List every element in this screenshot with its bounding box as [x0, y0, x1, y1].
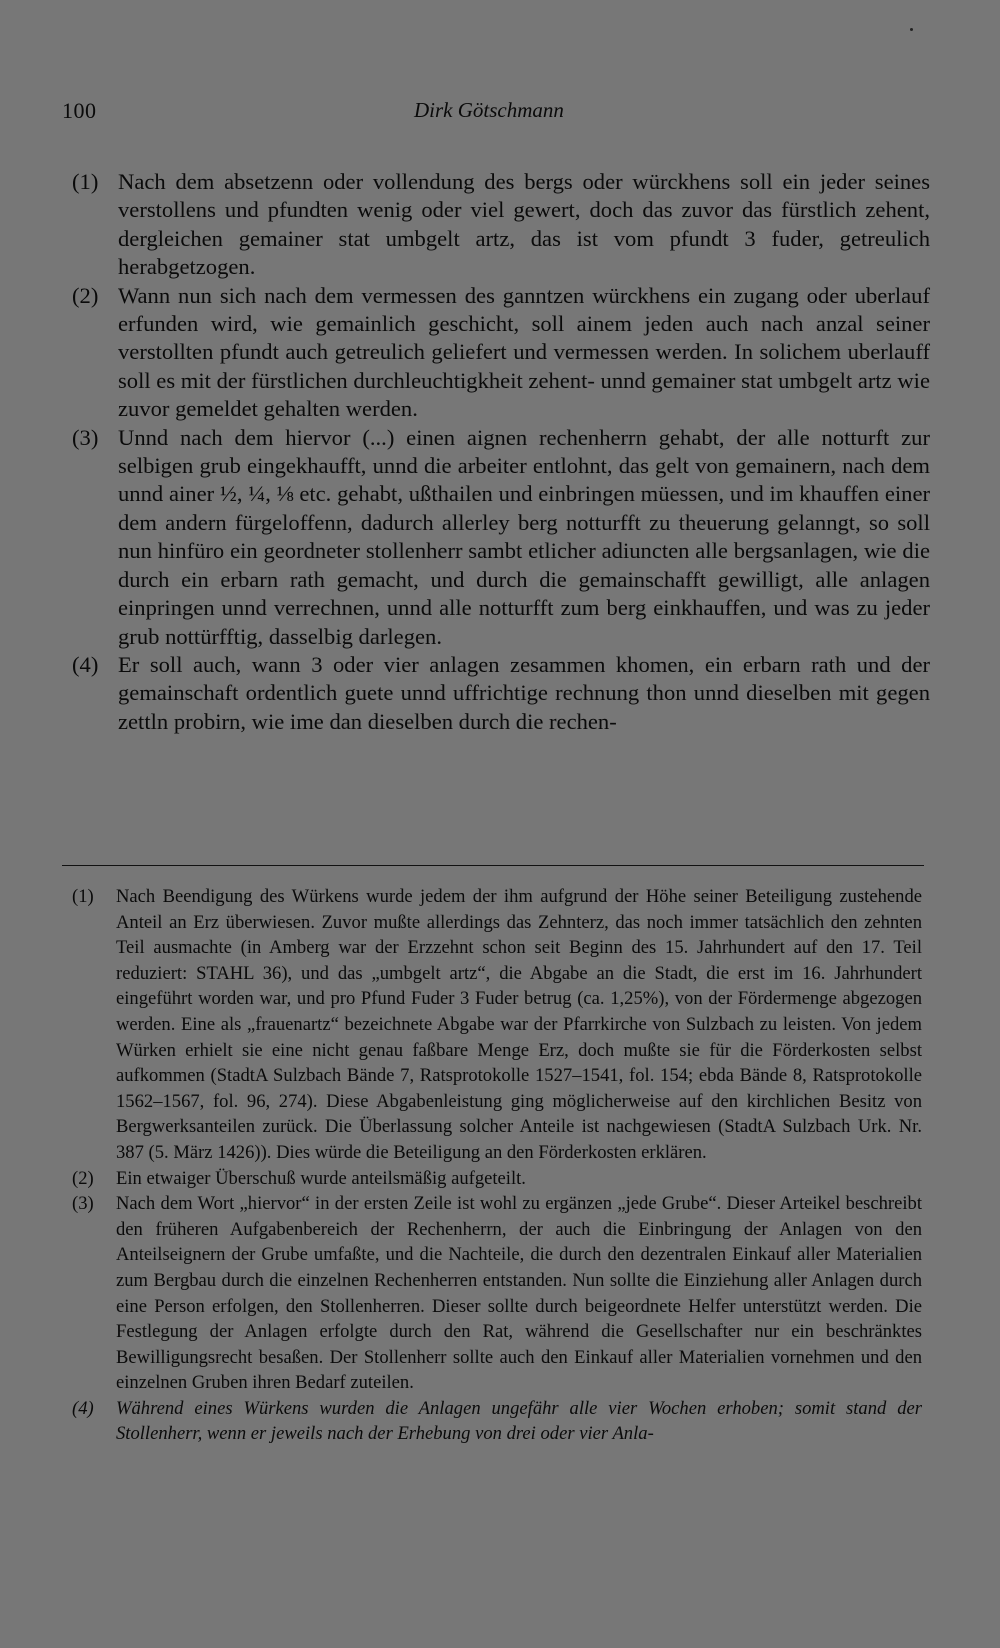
paragraph-number: (2) — [72, 282, 99, 308]
page-number: 100 — [62, 98, 97, 123]
running-head-author: Dirk Götschmann — [414, 98, 564, 122]
paragraph-number: (3) — [72, 424, 99, 450]
page-header — [62, 98, 922, 134]
main-paragraph-4 — [72, 651, 930, 736]
paragraph-text: Er soll auch, wann 3 oder vier anlagen zesammen khomen, ein erbarn rath und der gemainschaft ordentlich guete unnd uffrichtige rechnung thon unnd dieselben mit gegen zettln probirn, wie ime dan dieselben durch die rechen- — [118, 651, 930, 734]
main-paragraph-2 — [72, 282, 930, 424]
paragraph-number: (4) — [72, 651, 99, 677]
scan-speck — [910, 28, 913, 31]
footnote-number: (2) — [72, 1167, 94, 1189]
paragraph-text: Wann nun sich nach dem vermessen des ganntzen würckhens ein zugang oder uberlauf erfunden wird, wie gemainlich geschicht, soll ainem jeden auch nach anzal seiner verstollten pfundt auch getreulich geliefert und vermessen werden. In solichem uberlauff soll es mit der fürstlichen durchleuchtigkheit zehent- unnd gemainer stat umbgelt artz wie zuvor gemeldet gehalten werden. — [118, 282, 930, 422]
footnote-4 — [72, 1396, 922, 1447]
paragraph-text: Nach dem absetzenn oder vollendung des bergs oder würckhens soll ein jeder seines verstollens und pfundten wenig oder viel gewert, doch das zuvor das fürstlich zehent, dergleichen gemainer stat umbgelt artz, das ist vom pfundt 3 fuder, getreulich herabgetzogen. — [118, 169, 930, 280]
footnote-separator — [62, 865, 924, 866]
footnote-text: Ein etwaiger Überschuß wurde anteilsmäßig aufgeteilt. — [116, 1167, 526, 1189]
footnotes — [72, 884, 922, 1447]
footnote-1 — [72, 884, 922, 1166]
main-paragraph-1 — [72, 168, 930, 282]
footnote-3 — [72, 1191, 922, 1396]
footnote-number: (4) — [72, 1397, 94, 1419]
footnote-number: (1) — [72, 886, 94, 907]
footnote-2 — [72, 1166, 922, 1192]
main-paragraph-3 — [72, 424, 930, 651]
footnote-number: (3) — [72, 1193, 94, 1215]
paragraph-number: (1) — [72, 169, 99, 194]
paragraph-text: Unnd nach dem hiervor (...) einen aignen rechenherrn gehabt, der alle notturft zur selbigen grub eingekhaufft, unnd die arbeiter entlohnt, das gelt von gemainern, nach dem unnd ainer ½, ¼, ⅛ etc. gehabt, ußthailen und einbringen müessen, und im khauffen einer dem andern fürgeloffenn, dadurch allerley berg notturfft zu theuerung gelanngt, so soll nun hinfüro ein geordneter stollenherr sambt etlicher adiuncten alle bergsanlagen, wie die durch ein erbarn rath gemacht, und durch die gemainschafft gewilligt, alle anlagen einpringen unnd verrechnen, unnd alle notturfft zum berg einkhauffen, und was zu jeder grub nottürfftig, dasselbig darlegen. — [118, 424, 930, 649]
footnote-text: Während eines Würkens wurden die Anlagen ungefähr alle vier Wochen erhoben; somit stand der Stollenherr, wenn er jeweils nach der Erhebung von drei oder vier Anla- — [116, 1397, 922, 1445]
footnote-text: Nach Beendigung des Würkens wurde jedem der ihm aufgrund der Höhe seiner Beteiligung zustehende Anteil an Erz überwiesen. Zuvor mußte allerdings das Zehnterz, das noch immer tatsächlich den zehnten Teil ausmachte (in Amberg war der Erzzehnt schon seit Beginn des 15. Jahrhundert auf den 17. Teil reduziert: STAHL 36), und das „umbgelt artz“, die Abgabe an die Stadt, die erst im 16. Jahrhundert eingeführt worden war, und pro Pfund Fuder 3 Fuder betrug (ca. 1,25%), von der Fördermenge abgezogen werden. Eine als „frauenartz“ bezeichnete Abgabe war der Pfarrkirche von Sulzbach zu leisten. Von jedem Würken erhielt sie eine nicht genau faßbare Menge Erz, doch mußte sie für die Förderkosten selbst aufkommen (StadtA Sulzbach Bände 7, Ratsprotokolle 1527–1541, fol. 154; ebda Bände 8, Ratsprotokolle 1562–1567, fol. 96, 274). Diese Abgabenleistung ging möglicherweise auf den kirchlichen Besitz von Bergwerksanteilen zurück. Die Überlassung solcher Anteile ist nachgewiesen (StadtA Sulzbach Urk. Nr. 387 (5. März 1426)). Dies würde die Beteiligung an den Förderkosten erklären. — [116, 886, 922, 1163]
footnote-text: Nach dem Wort „hiervor“ in der ersten Zeile ist wohl zu ergänzen „jede Grube“. Dieser Arteikel beschreibt den früheren Aufgabenbereich der Rechenherrn, der auch die Einbringung der Anlagen von den Anteilseignern der Grube umfaßte, und die Nachteile, die durch den dezentralen Einkauf aller Materialien zum Bergbau durch die einzelnen Rechenherren entstanden. Nun sollte die Einziehung aller Anlagen durch eine Person erfolgen, den Stollenherren. Dieser sollte durch beigeordnete Helfer unterstützt werden. Die Festlegung der Anlagen erfolgte durch den Rat, während die Gesellschafter nur ein beschränktes Bewilligungsrecht besaßen. Der Stollenherr sollte auch den Einkauf aller Materialien vornehmen und den einzelnen Gruben ihren Bedarf zuteilen. — [116, 1193, 922, 1394]
main-text — [72, 168, 930, 736]
